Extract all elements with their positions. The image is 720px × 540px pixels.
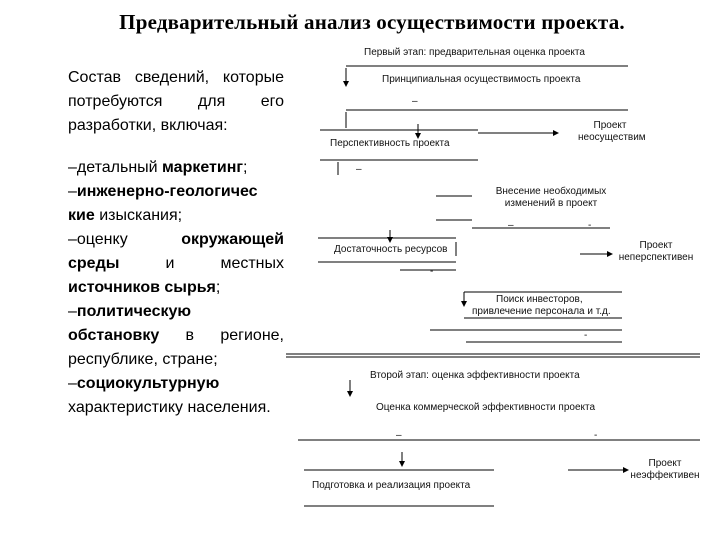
commercial-label: Оценка коммерческой эффективности проекта — [376, 402, 596, 413]
resources-dash: - — [430, 266, 434, 277]
investors-label: Поиск инвесторов, привлечение персонала и т.д. — [472, 294, 611, 317]
not-feasible-label: Проект неосуществим — [578, 120, 646, 143]
commercial-minus: – — [396, 430, 402, 441]
changes-dash: - — [588, 220, 592, 231]
not-effective-label: Проект неэффективен — [630, 458, 700, 481]
list-item-marketing: –детальный маркетинг; — [68, 159, 248, 176]
stage2-label: Второй этап: оценка эффективности проекта — [370, 370, 580, 381]
perspective-label: Перспективность проекта — [330, 138, 450, 149]
page-title: Предварительный анализ осуществимости проекта. — [119, 10, 625, 34]
list-item-environment: –оценку окружающей среды и местных источников сырья; — [68, 231, 284, 296]
intro-text: Состав сведений, которые потребуются для его разработки, включая: — [68, 69, 284, 134]
preparation-label: Подготовка и реализация проекта — [312, 480, 471, 491]
resources-label: Достаточность ресурсов — [334, 244, 448, 255]
principal-label: Принципиальная осуществимость проекта — [382, 74, 581, 85]
changes-minus: – — [508, 220, 514, 231]
changes-label: Внесение необходимых изменений в проект — [495, 186, 607, 209]
list-item-sociocultural: –социокультурную характеристику населения. — [68, 375, 271, 416]
stage1-label: Первый этап: предварительная оценка проекта — [364, 47, 585, 58]
perspective-minus: – — [356, 164, 362, 175]
not-perspective-label: Проект неперспективен — [618, 240, 694, 263]
investors-dash: - — [584, 330, 588, 341]
list-item-politics: –политическую обстановку в регионе, республике, стране; — [68, 303, 284, 368]
commercial-dash: - — [594, 430, 598, 441]
list-item-geology: –инженерно-геологичес кие изыскания; — [68, 183, 258, 224]
principal-minus: – — [412, 96, 418, 107]
